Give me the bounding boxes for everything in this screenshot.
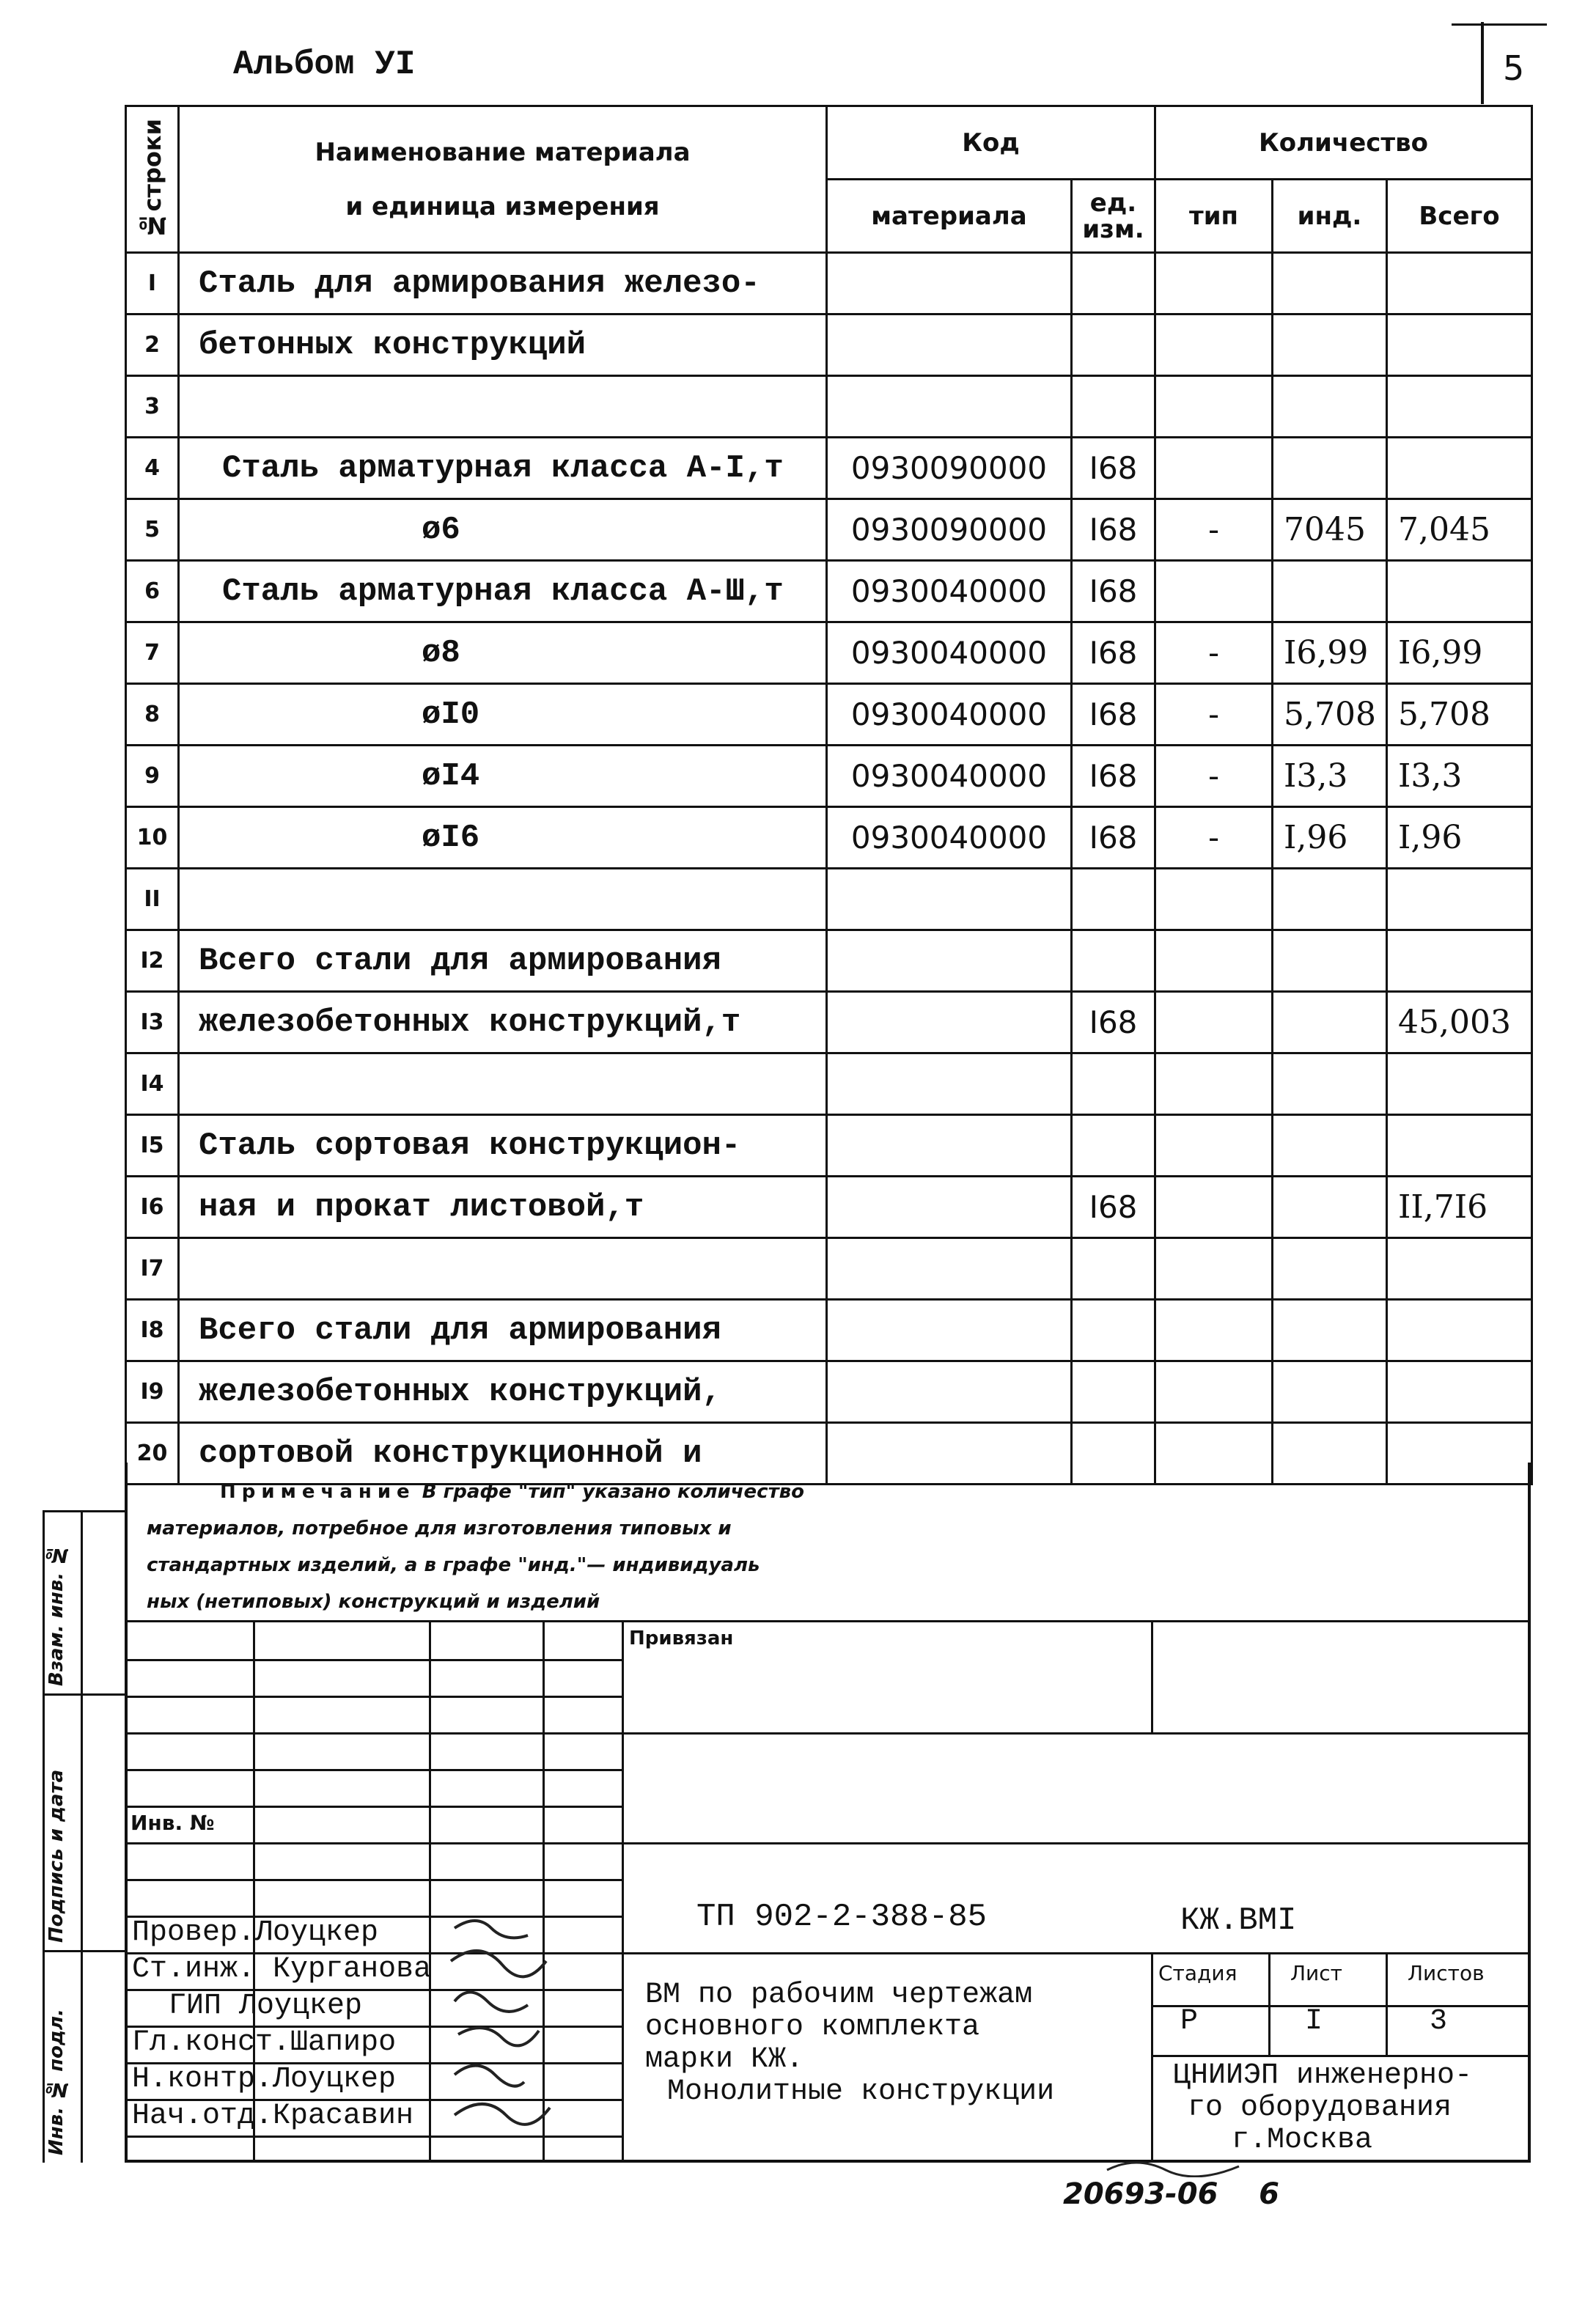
- cell-type: [1155, 1115, 1273, 1177]
- cell-total: [1387, 1053, 1532, 1115]
- cell-ind: [1273, 561, 1387, 622]
- cell-ind: [1273, 315, 1387, 376]
- cell-total: 7,045: [1387, 499, 1532, 561]
- cell-no: 8: [126, 684, 179, 746]
- cell-no: I: [126, 253, 179, 315]
- table-row: [126, 1300, 1532, 1361]
- cell-type: -: [1155, 746, 1273, 807]
- cell-type: -: [1155, 622, 1273, 684]
- cell-name: железобетонных конструкций,т: [179, 992, 827, 1053]
- side-podpis: Подпись и дата: [45, 1769, 67, 1943]
- cell-ind: [1273, 1361, 1387, 1423]
- table-row: [126, 1238, 1532, 1300]
- materials-table: [125, 105, 1533, 1485]
- cell-unit: I68: [1072, 1177, 1155, 1238]
- cell-type: -: [1155, 684, 1273, 746]
- cell-ind: I,96: [1273, 807, 1387, 869]
- side-vzam: Взам. инв. №: [45, 1543, 67, 1686]
- cell-total: [1387, 1361, 1532, 1423]
- cell-ind: [1273, 1053, 1387, 1115]
- mark-code: КЖ.ВМI: [1180, 1902, 1297, 1939]
- cell-unit: I68: [1072, 684, 1155, 746]
- cell-type: [1155, 930, 1273, 992]
- cell-no: I7: [126, 1238, 179, 1300]
- cell-name: железобетонных конструкций,: [179, 1361, 827, 1423]
- sheet-label: Лист: [1290, 1961, 1342, 1985]
- cell-total: 5,708: [1387, 684, 1532, 746]
- sheets-label: Листов: [1408, 1961, 1485, 1985]
- cell-code: [827, 315, 1072, 376]
- header-material: материала: [827, 180, 1072, 253]
- cell-ind: [1273, 1300, 1387, 1361]
- signatories: [132, 1915, 431, 2135]
- cell-ind: [1273, 1238, 1387, 1300]
- cell-no: 5: [126, 499, 179, 561]
- cell-total: [1387, 869, 1532, 930]
- cell-no: 6: [126, 561, 179, 622]
- cell-ind: [1273, 992, 1387, 1053]
- cell-name: øI0: [179, 684, 827, 746]
- cell-total: [1387, 376, 1532, 438]
- table-row: [126, 1053, 1532, 1115]
- cell-type: [1155, 438, 1273, 499]
- cell-unit: [1072, 315, 1155, 376]
- inv-no-label: Инв. №: [130, 1811, 215, 1835]
- cell-code: 0930040000: [827, 807, 1072, 869]
- table-row: [126, 499, 1532, 561]
- cell-no: I4: [126, 1053, 179, 1115]
- cell-unit: I68: [1072, 438, 1155, 499]
- cell-type: [1155, 376, 1273, 438]
- note-line4: ных (нетиповых) конструкций и изделий: [147, 1591, 600, 1613]
- table-row: [126, 1177, 1532, 1238]
- cell-no: I9: [126, 1361, 179, 1423]
- cell-total: [1387, 561, 1532, 622]
- footer-number: 20693-06 6: [1063, 2177, 1279, 2211]
- cell-total: [1387, 253, 1532, 315]
- cell-type: -: [1155, 499, 1273, 561]
- cell-name: [179, 376, 827, 438]
- cell-type: [1155, 869, 1273, 930]
- cell-code: [827, 930, 1072, 992]
- signatory-row: Провер.Лоуцкер: [132, 1916, 379, 1949]
- header-qty-group: Количество: [1155, 106, 1532, 180]
- cell-name: ø6: [179, 499, 827, 561]
- table-row: [126, 992, 1532, 1053]
- cell-name: Сталь арматурная класса А-Ш,т: [179, 561, 827, 622]
- cell-unit: I68: [1072, 561, 1155, 622]
- note-line2: материалов, потребное для изготовления типовых и: [147, 1518, 732, 1540]
- cell-unit: I68: [1072, 746, 1155, 807]
- cell-ind: [1273, 438, 1387, 499]
- cell-no: 20: [126, 1423, 179, 1485]
- cell-name: [179, 869, 827, 930]
- cell-code: [827, 869, 1072, 930]
- cell-no: 3: [126, 376, 179, 438]
- cell-unit: I68: [1072, 992, 1155, 1053]
- stage-label: Стадия: [1158, 1961, 1238, 1985]
- cell-ind: 5,708: [1273, 684, 1387, 746]
- cell-code: [827, 1177, 1072, 1238]
- note-title: Примечание: [220, 1481, 416, 1503]
- cell-name: Всего стали для армирования: [179, 930, 827, 992]
- cell-no: 9: [126, 746, 179, 807]
- doc-code: ТП 902-2-388-85: [696, 1899, 988, 1935]
- sheet-value: I: [1305, 2005, 1323, 2038]
- cell-ind: I3,3: [1273, 746, 1387, 807]
- cell-type: [1155, 253, 1273, 315]
- cell-ind: 7045: [1273, 499, 1387, 561]
- cell-total: [1387, 930, 1532, 992]
- cell-ind: [1273, 1177, 1387, 1238]
- cell-no: 4: [126, 438, 179, 499]
- cell-type: [1155, 1177, 1273, 1238]
- cell-ind: [1273, 376, 1387, 438]
- note-line1: В графе "тип" указано количество: [422, 1481, 804, 1503]
- cell-no: 10: [126, 807, 179, 869]
- cell-ind: [1273, 869, 1387, 930]
- cell-name: Сталь арматурная класса А-I,т: [179, 438, 827, 499]
- table-row: [126, 1115, 1532, 1177]
- cell-ind: I6,99: [1273, 622, 1387, 684]
- cell-code: 0930090000: [827, 438, 1072, 499]
- cell-no: 7: [126, 622, 179, 684]
- cell-unit: [1072, 869, 1155, 930]
- cell-name: бетонных конструкций: [179, 315, 827, 376]
- header-row-no: №строки: [126, 106, 179, 253]
- table-row: [126, 253, 1532, 315]
- cell-code: [827, 992, 1072, 1053]
- cell-no: I8: [126, 1300, 179, 1361]
- cell-unit: [1072, 253, 1155, 315]
- cell-type: [1155, 1300, 1273, 1361]
- cell-code: 0930040000: [827, 746, 1072, 807]
- cell-unit: [1072, 1300, 1155, 1361]
- cell-unit: I68: [1072, 499, 1155, 561]
- header-type: тип: [1155, 180, 1273, 253]
- signatory-row: Ст.инж. Курганова: [132, 1953, 432, 1986]
- cell-type: [1155, 561, 1273, 622]
- page-number: 5: [1503, 48, 1525, 88]
- signatory-row: ГИП Лоуцкер: [169, 1990, 363, 2023]
- table-row: [126, 807, 1532, 869]
- note-line3: стандартных изделий, а в графе "инд."— индивидуаль: [147, 1554, 760, 1576]
- table-row: [126, 746, 1532, 807]
- cell-no: I3: [126, 992, 179, 1053]
- signatures-graphic: [440, 1906, 572, 2170]
- cell-name: Всего стали для армирования: [179, 1300, 827, 1361]
- cell-ind: [1273, 1115, 1387, 1177]
- table-row: [126, 622, 1532, 684]
- cell-name: [179, 1053, 827, 1115]
- cell-code: [827, 1300, 1072, 1361]
- cell-type: [1155, 315, 1273, 376]
- organization: ЦНИИЭП инженерно- го оборудования г.Москва: [1173, 2059, 1473, 2157]
- cell-type: [1155, 992, 1273, 1053]
- cell-total: I3,3: [1387, 746, 1532, 807]
- header-unit: ед. изм.: [1072, 180, 1155, 253]
- cell-unit: [1072, 930, 1155, 992]
- cell-code: 0930040000: [827, 622, 1072, 684]
- footer-scribble: [1100, 2155, 1261, 2177]
- cell-no: 2: [126, 315, 179, 376]
- cell-code: 0930040000: [827, 561, 1072, 622]
- cell-unit: [1072, 1361, 1155, 1423]
- header-total: Всего: [1387, 180, 1532, 253]
- cell-code: 0930090000: [827, 499, 1072, 561]
- album-title: Альбом УI: [233, 45, 416, 84]
- cell-unit: [1072, 1115, 1155, 1177]
- cell-unit: I68: [1072, 622, 1155, 684]
- cell-name: ø8: [179, 622, 827, 684]
- table-row: [126, 869, 1532, 930]
- table-row: [126, 315, 1532, 376]
- signatory-row: Н.контр.Лоуцкер: [132, 2063, 397, 2096]
- header-name: Наименование материала и единица измерения: [179, 106, 827, 253]
- cell-code: [827, 376, 1072, 438]
- privyazan-label: Привязан: [629, 1627, 734, 1649]
- cell-code: [827, 1053, 1072, 1115]
- signatory-row: Нач.отд.Красавин: [132, 2100, 414, 2133]
- cell-name: Сталь для армирования железо-: [179, 253, 827, 315]
- cell-total: I6,99: [1387, 622, 1532, 684]
- cell-code: [827, 1115, 1072, 1177]
- cell-type: [1155, 1053, 1273, 1115]
- table-row: [126, 684, 1532, 746]
- cell-code: 0930040000: [827, 684, 1072, 746]
- cell-name: øI4: [179, 746, 827, 807]
- sheets-value: 3: [1430, 2005, 1448, 2038]
- cell-total: II,7I6: [1387, 1177, 1532, 1238]
- stage-value: Р: [1180, 2005, 1199, 2038]
- cell-code: [827, 253, 1072, 315]
- cell-total: I,96: [1387, 807, 1532, 869]
- cell-name: Сталь сортовая конструкцион-: [179, 1115, 827, 1177]
- cell-code: [827, 1361, 1072, 1423]
- table-row: [126, 930, 1532, 992]
- cell-total: [1387, 1115, 1532, 1177]
- cell-no: I6: [126, 1177, 179, 1238]
- cell-type: [1155, 1361, 1273, 1423]
- cell-unit: I68: [1072, 807, 1155, 869]
- cell-type: [1155, 1238, 1273, 1300]
- cell-no: I5: [126, 1115, 179, 1177]
- header-ind: инд.: [1273, 180, 1387, 253]
- cell-no: I2: [126, 930, 179, 992]
- cell-unit: [1072, 376, 1155, 438]
- stamp-title: ВМ по рабочим чертежам основного комплекта марки КЖ. Монолитные конструкции: [645, 1979, 1055, 2108]
- cell-name: сортовой конструкционной и: [179, 1423, 827, 1485]
- side-inv-podl: Инв. № подл.: [45, 2009, 67, 2155]
- cell-type: -: [1155, 807, 1273, 869]
- cell-code: [827, 1238, 1072, 1300]
- table-row: [126, 376, 1532, 438]
- cell-name: øI6: [179, 807, 827, 869]
- table-row: [126, 561, 1532, 622]
- cell-unit: [1072, 1238, 1155, 1300]
- cell-ind: [1273, 930, 1387, 992]
- cell-unit: [1072, 1053, 1155, 1115]
- signatory-row: Гл.конст.Шапиро: [132, 2026, 397, 2059]
- cell-no: II: [126, 869, 179, 930]
- cell-total: [1387, 315, 1532, 376]
- cell-total: 45,003: [1387, 992, 1532, 1053]
- cell-total: [1387, 1238, 1532, 1300]
- cell-ind: [1273, 253, 1387, 315]
- cell-name: ная и прокат листовой,т: [179, 1177, 827, 1238]
- cell-total: [1387, 1300, 1532, 1361]
- cell-total: [1387, 438, 1532, 499]
- table-row: [126, 438, 1532, 499]
- table-row: [126, 1361, 1532, 1423]
- cell-name: [179, 1238, 827, 1300]
- header-code-group: Код: [827, 106, 1155, 180]
